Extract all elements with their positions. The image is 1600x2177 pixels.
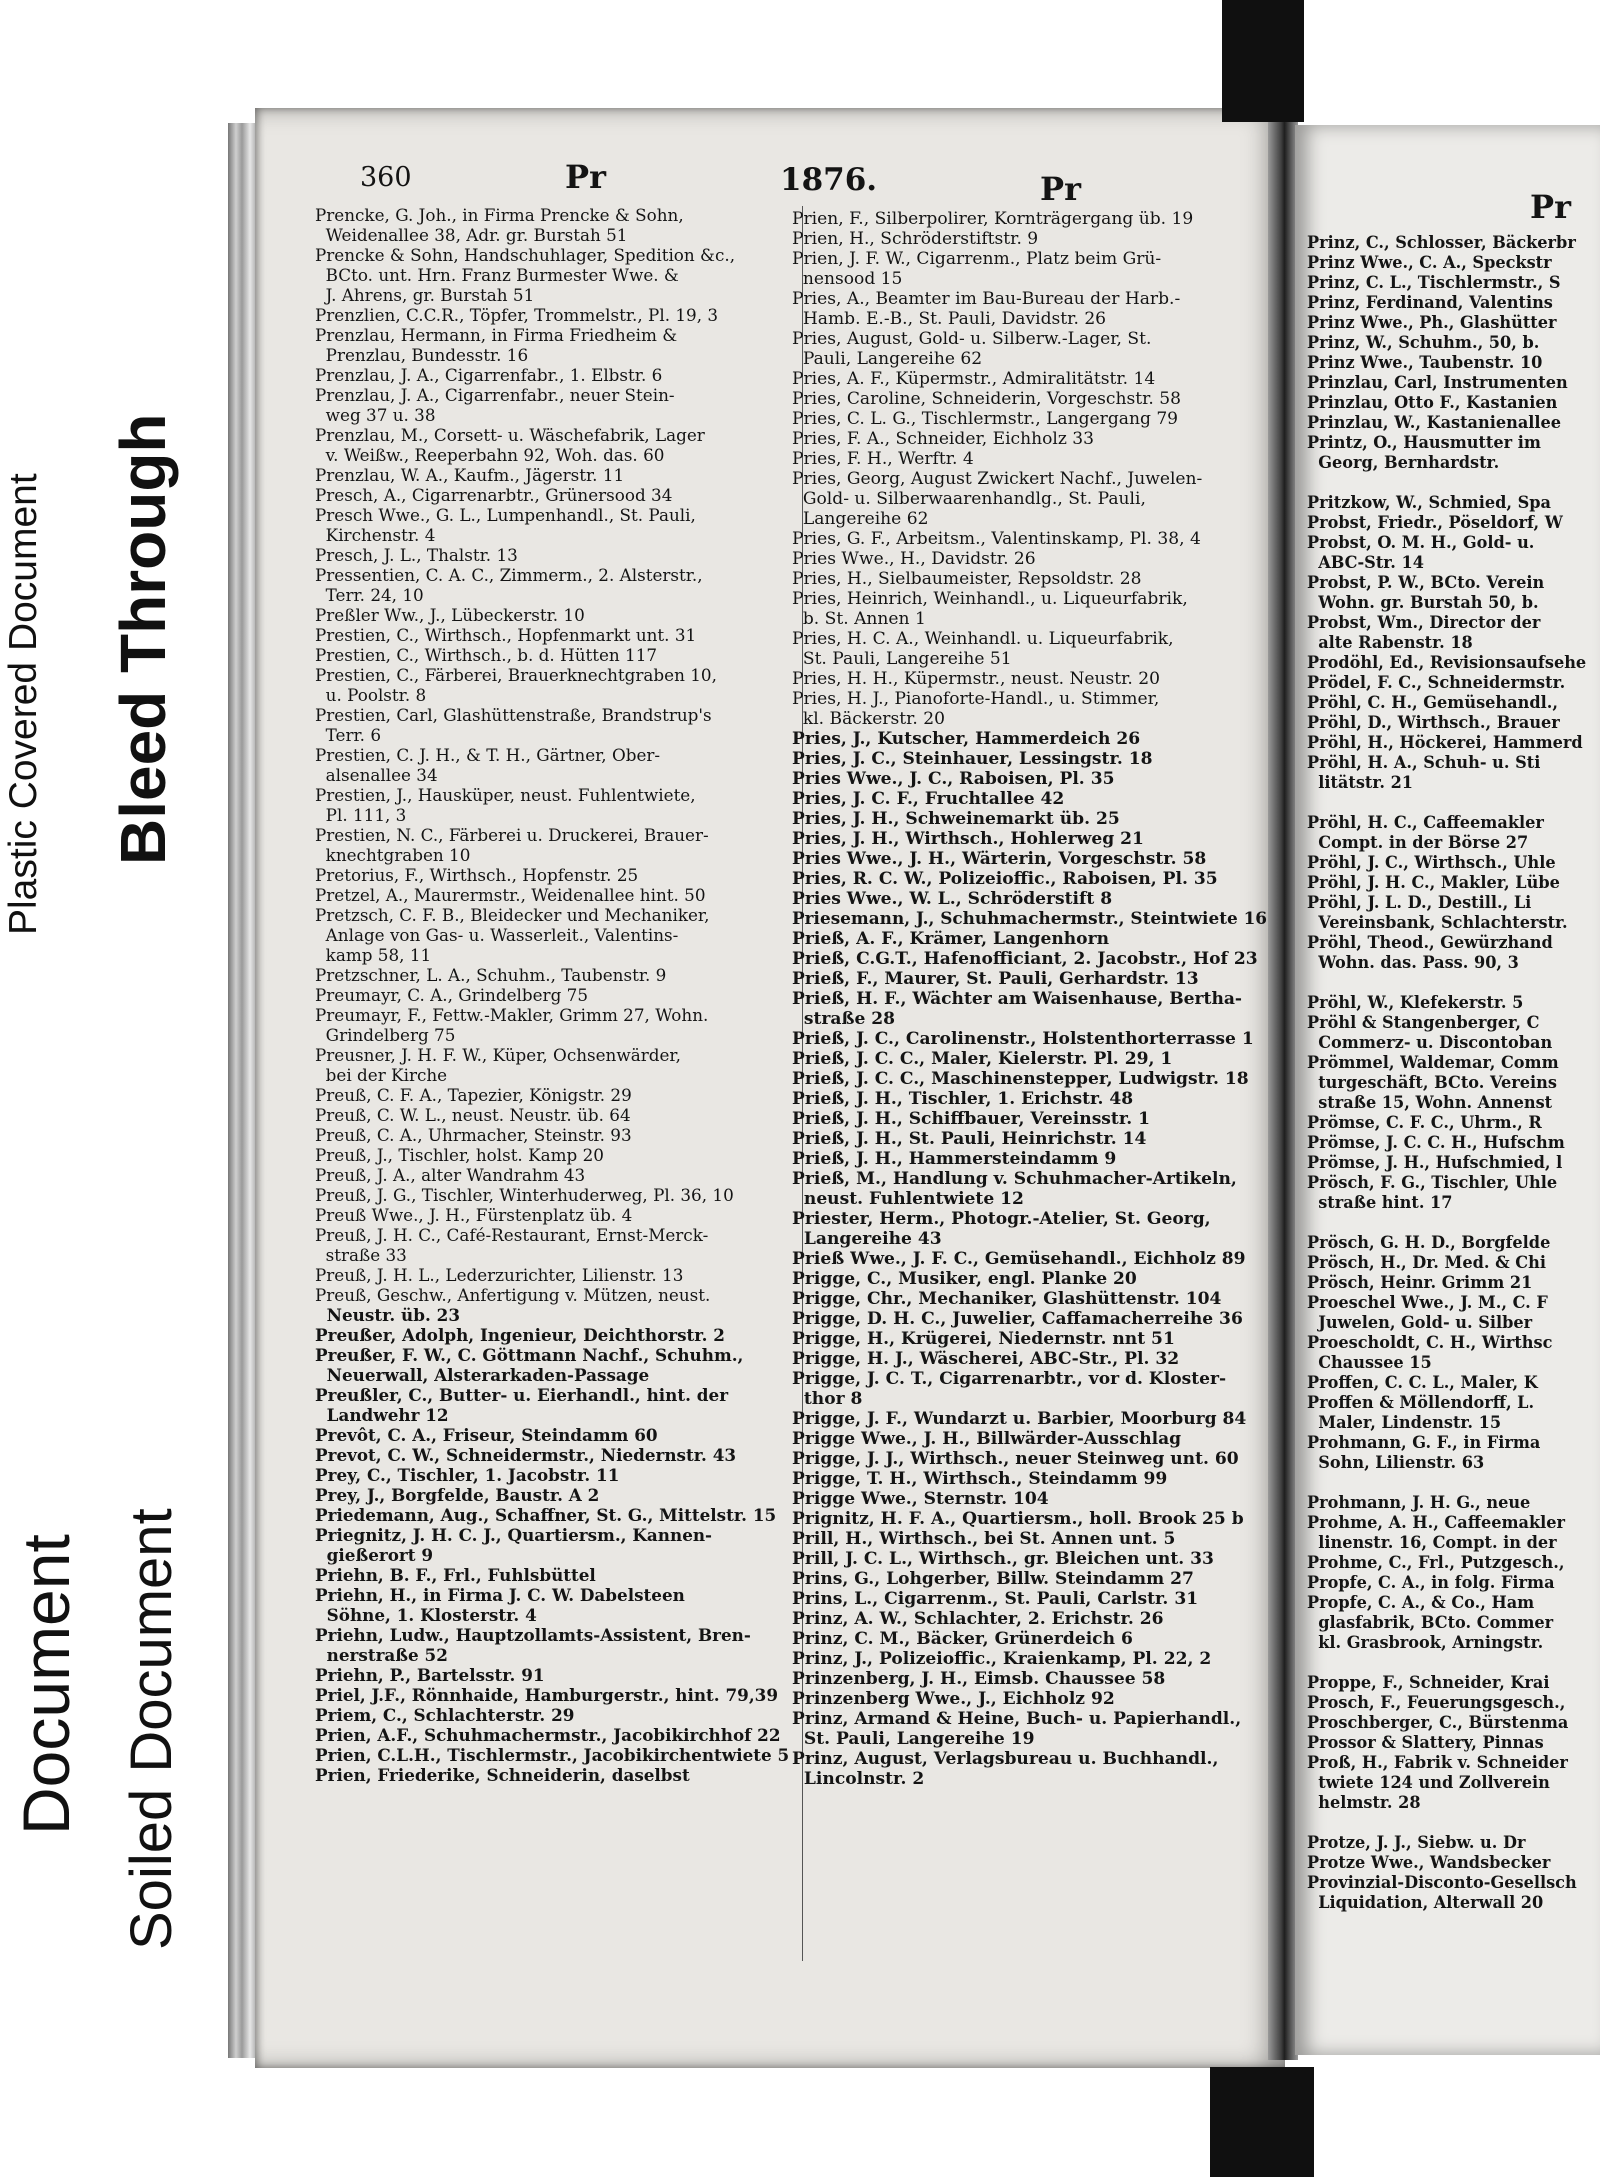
directory-entry: ABC-Str. 14 — [1307, 553, 1424, 573]
directory-entry: Prill, H., Wirthsch., bei St. Annen unt. 5 — [792, 1529, 1176, 1549]
directory-entry: Prien, Friederike, Schneiderin, daselbst — [315, 1766, 690, 1786]
directory-entry: Preußler, C., Butter- u. Eierhandl., hint. der — [315, 1386, 729, 1406]
directory-entry: Pretzsch, C. F. B., Bleidecker und Mechaniker, — [315, 906, 710, 926]
directory-entry: Proß, H., Fabrik v. Schneider — [1307, 1753, 1568, 1773]
directory-entry: Prinz, J., Polizeioffic., Kraienkamp, Pl. 22, 2 — [792, 1649, 1212, 1669]
middle-column — [792, 209, 1270, 1789]
directory-entry: twiete 124 und Zollverein — [1307, 1773, 1550, 1793]
directory-entry: Lincolnstr. 2 — [792, 1769, 925, 1789]
directory-entry: Proffen & Möllendorff, L. — [1307, 1393, 1535, 1413]
directory-entry: Pries Wwe., J. C., Raboisen, Pl. 35 — [792, 769, 1115, 789]
directory-entry: Landwehr 12 — [315, 1406, 449, 1426]
directory-entry — [1307, 1653, 1600, 1673]
directory-entry: Pritzkow, W., Schmied, Spa — [1307, 493, 1551, 513]
directory-entry: Pries, A. F., Küpermstr., Admiralitätstr. 14 — [792, 369, 1156, 389]
directory-entry: Prinz, Armand & Heine, Buch- u. Papierhandl., — [792, 1709, 1242, 1729]
directory-entry: Prieß, J. H., Tischler, 1. Erichstr. 48 — [792, 1089, 1134, 1109]
directory-entry: Prien, H., Schröderstiftstr. 9 — [792, 229, 1039, 249]
directory-entry: Pries Wwe., W. L., Schröderstift 8 — [792, 889, 1113, 909]
directory-entry: Prömmel, Waldemar, Comm — [1307, 1053, 1559, 1073]
directory-entry: Pretorius, F., Wirthsch., Hopfenstr. 25 — [315, 866, 639, 886]
directory-entry: Pröhl, C. H., Gemüsehandl., — [1307, 693, 1558, 713]
directory-entry: Prösch, F. G., Tischler, Uhle — [1307, 1173, 1558, 1193]
directory-entry: Preuß, J. A., alter Wandrahm 43 — [315, 1166, 586, 1186]
directory-entry: Neustr. üb. 23 — [315, 1306, 461, 1326]
directory-entry: Gold- u. Silberwaarenhandlg., St. Pauli, — [792, 489, 1146, 509]
directory-entry: Prinzlau, Otto F., Kastanien — [1307, 393, 1558, 413]
directory-entry: Pries, J. C., Steinhauer, Lessingstr. 18 — [792, 749, 1153, 769]
directory-entry: Pries, J. C. F., Fruchtallee 42 — [792, 789, 1065, 809]
directory-entry: Hamb. E.-B., St. Pauli, Davidstr. 26 — [792, 309, 1107, 329]
directory-entry: Vereinsbank, Schlachterstr. — [1307, 913, 1568, 933]
directory-entry: Priegnitz, J. H. C. J., Quartiersm., Kannen- — [315, 1526, 713, 1546]
directory-entry: Prevôt, C. A., Friseur, Steindamm 60 — [315, 1426, 658, 1446]
directory-entry: Pries, C. L. G., Tischlermstr., Langergang 79 — [792, 409, 1179, 429]
directory-entry: Pries, J., Kutscher, Hammerdeich 26 — [792, 729, 1141, 749]
directory-entry: kamp 58, 11 — [315, 946, 432, 966]
directory-entry: Pries, Heinrich, Weinhandl., u. Liqueurfabrik, — [792, 589, 1188, 609]
directory-entry: Preumayr, F., Fettw.-Makler, Grimm 27, Wohn. — [315, 1006, 709, 1026]
directory-entry: Proeschel Wwe., J. M., C. F — [1307, 1293, 1548, 1313]
directory-entry: Prinz Wwe., Taubenstr. 10 — [1307, 353, 1543, 373]
directory-entry: Prigge, C., Musiker, engl. Planke 20 — [792, 1269, 1137, 1289]
directory-entry: Prevot, C. W., Schneidermstr., Niedernstr. 43 — [315, 1446, 737, 1466]
directory-entry: Priem, C., Schlachterstr. 29 — [315, 1706, 575, 1726]
directory-entry: Prosch, F., Feuerungsgesch., — [1307, 1693, 1566, 1713]
directory-entry: Prohme, A. H., Caffeemakler — [1307, 1513, 1566, 1533]
directory-entry: Prill, J. C. L., Wirthsch., gr. Bleichen unt. 33 — [792, 1549, 1214, 1569]
directory-entry: Prien, A.F., Schuhmachermstr., Jacobikirchhof 22 — [315, 1726, 781, 1746]
directory-entry: Priehn, P., Bartelsstr. 91 — [315, 1666, 545, 1686]
top-clip — [1222, 0, 1304, 122]
directory-entry: Prieß, J. C., Carolinenstr., Holstenthorterrasse 1 — [792, 1029, 1254, 1049]
directory-entry: Pries, J. H., Schweinemarkt üb. 25 — [792, 809, 1120, 829]
directory-entry: Prinz, Ferdinand, Valentins — [1307, 293, 1553, 313]
directory-entry: straße hint. 17 — [1307, 1193, 1453, 1213]
directory-entry: kl. Bäckerstr. 20 — [792, 709, 946, 729]
directory-entry: Proffen, C. C. L., Maler, K — [1307, 1373, 1538, 1393]
directory-entry: Pries, Caroline, Schneiderin, Vorgeschstr. 58 — [792, 389, 1182, 409]
directory-entry: Prestien, N. C., Färberei u. Druckerei, Brauer- — [315, 826, 709, 846]
directory-entry: Terr. 24, 10 — [315, 586, 424, 606]
directory-entry: Pröhl, D., Wirthsch., Brauer — [1307, 713, 1560, 733]
side-label-bleed-through: Bleed Through — [107, 413, 179, 865]
directory-entry: alte Rabenstr. 18 — [1307, 633, 1473, 653]
directory-entry: Prohmann, G. F., in Firma — [1307, 1433, 1541, 1453]
directory-entry: gießerort 9 — [315, 1546, 434, 1566]
directory-entry: Prieß, J. C. C., Maler, Kielerstr. Pl. 29, 1 — [792, 1049, 1173, 1069]
directory-entry: Prinzlau, W., Kastanienallee — [1307, 413, 1562, 433]
directory-entry: Priesemann, J., Schuhmachermstr., Steintwiete 16 — [792, 909, 1268, 929]
directory-entry: Prestien, J., Hausküper, neust. Fuhlentwiete, — [315, 786, 696, 806]
running-head-mid: Pr — [1040, 170, 1081, 208]
directory-entry: Prossor & Slattery, Pinnas — [1307, 1733, 1544, 1753]
directory-entry: Propfe, C. A., in folg. Firma — [1307, 1573, 1555, 1593]
directory-entry: Pröhl, H. A., Schuh- u. Sti — [1307, 753, 1541, 773]
directory-entry: Pröhl, H. C., Caffeemakler — [1307, 813, 1544, 833]
directory-entry: straße 28 — [792, 1009, 896, 1029]
directory-entry: Prigge, T. H., Wirthsch., Steindamm 99 — [792, 1469, 1168, 1489]
directory-entry: Prigge, H., Krügerei, Niedernstr. nnt 51 — [792, 1329, 1175, 1349]
directory-entry: kl. Grasbrook, Arningstr. — [1307, 1633, 1544, 1653]
directory-entry: straße 15, Wohn. Annenst — [1307, 1093, 1553, 1113]
directory-entry: Pries, F. A., Schneider, Eichholz 33 — [792, 429, 1095, 449]
directory-entry: Preuß, Geschw., Anfertigung v. Mützen, neust. — [315, 1286, 711, 1306]
directory-entry: Pröhl, W., Klefekerstr. 5 — [1307, 993, 1524, 1013]
directory-entry: knechtgraben 10 — [315, 846, 471, 866]
directory-entry: St. Pauli, Langereihe 51 — [792, 649, 1012, 669]
directory-entry: Probst, P. W., BCto. Verein — [1307, 573, 1545, 593]
directory-entry: Prinz, C. M., Bäcker, Grünerdeich 6 — [792, 1629, 1133, 1649]
directory-entry: straße 33 — [315, 1246, 407, 1266]
directory-entry: Kirchenstr. 4 — [315, 526, 436, 546]
directory-entry: Pressentien, C. A. C., Zimmerm., 2. Alsterstr., — [315, 566, 703, 586]
directory-entry: litätstr. 21 — [1307, 773, 1414, 793]
directory-entry: Pröhl, H., Höckerei, Hammerd — [1307, 733, 1583, 753]
directory-entry: Prignitz, H. F. A., Quartiersm., holl. Brook 25 b — [792, 1509, 1244, 1529]
directory-entry: Prinz Wwe., C. A., Speckstr — [1307, 253, 1552, 273]
directory-entry: Prinz, W., Schuhm., 50, b. — [1307, 333, 1540, 353]
directory-entry: b. St. Annen 1 — [792, 609, 926, 629]
directory-entry: Prey, C., Tischler, 1. Jacobstr. 11 — [315, 1466, 620, 1486]
directory-entry: Pröhl, J. C., Wirthsch., Uhle — [1307, 853, 1556, 873]
directory-entry: linenstr. 16, Compt. in der — [1307, 1533, 1557, 1553]
directory-entry: Prenzlien, C.C.R., Töpfer, Trommelstr., Pl. 19, 3 — [315, 306, 719, 326]
directory-entry: Priedemann, Aug., Schaffner, St. G., Mittelstr. 15 — [315, 1506, 777, 1526]
directory-entry: Maler, Lindenstr. 15 — [1307, 1413, 1502, 1433]
directory-entry: Prestien, C., Färberei, Brauerknechtgraben 10, — [315, 666, 717, 686]
directory-entry: Prencke, G. Joh., in Firma Prencke & Sohn, — [315, 206, 684, 226]
directory-entry: Prenzlau, J. A., Cigarrenfabr., neuer Stein- — [315, 386, 675, 406]
directory-entry: Pl. 111, 3 — [315, 806, 407, 826]
directory-entry: Anlage von Gas- u. Wasserleit., Valentins- — [315, 926, 679, 946]
directory-entry: Prösch, Heinr. Grimm 21 — [1307, 1273, 1533, 1293]
directory-entry: Pröhl, J. L. D., Destill., Li — [1307, 893, 1532, 913]
directory-entry: Prenzlau, J. A., Cigarrenfabr., 1. Elbstr. 6 — [315, 366, 663, 386]
directory-entry: Prigge Wwe., J. H., Billwärder-Ausschlag — [792, 1429, 1182, 1449]
directory-entry: Prodöhl, Ed., Revisionsaufsehe — [1307, 653, 1587, 673]
directory-entry — [1307, 1473, 1600, 1493]
directory-entry: Preßler Ww., J., Lübeckerstr. 10 — [315, 606, 585, 626]
directory-entry: Prieß, F., Maurer, St. Pauli, Gerhardstr. 13 — [792, 969, 1199, 989]
year-heading: 1876. — [780, 162, 878, 198]
directory-entry: Pries, J. H., Wirthsch., Hohlerweg 21 — [792, 829, 1144, 849]
directory-entry: Prömse, C. F. C., Uhrm., R — [1307, 1113, 1542, 1133]
directory-entry: Langereihe 43 — [792, 1229, 942, 1249]
directory-entry: helmstr. 28 — [1307, 1793, 1421, 1813]
directory-entry: Prömse, J. H., Hufschmied, l — [1307, 1153, 1563, 1173]
directory-entry: Söhne, 1. Klosterstr. 4 — [315, 1606, 537, 1626]
directory-entry: Prigge, J. F., Wundarzt u. Barbier, Moorburg 84 — [792, 1409, 1247, 1429]
directory-entry: Prohmann, J. H. G., neue — [1307, 1493, 1531, 1513]
side-label-soiled-document: Soiled Document — [119, 1508, 184, 1950]
directory-entry: Pauli, Langereihe 62 — [792, 349, 983, 369]
directory-entry: Prieß, H. F., Wächter am Waisenhause, Bertha- — [792, 989, 1243, 1009]
directory-entry: Prins, L., Cigarrenm., St. Pauli, Carlstr. 31 — [792, 1589, 1199, 1609]
directory-entry: Proppe, F., Schneider, Krai — [1307, 1673, 1550, 1693]
directory-entry: Prödel, F. C., Schneidermstr. — [1307, 673, 1566, 693]
directory-entry: v. Weißw., Reeperbahn 92, Woh. das. 60 — [315, 446, 665, 466]
directory-entry: Proschberger, C., Bürstenma — [1307, 1713, 1569, 1733]
directory-entry: Prins, G., Lohgerber, Billw. Steindamm 27 — [792, 1569, 1194, 1589]
book-gutter — [1268, 110, 1298, 2060]
directory-entry: Pries, H. H., Küpermstr., neust. Neustr. 20 — [792, 669, 1161, 689]
directory-entry: Preuß, J. H. C., Café-Restaurant, Ernst-Merck- — [315, 1226, 709, 1246]
directory-entry: Provinzial-Disconto-Gesellsch — [1307, 1873, 1577, 1893]
directory-entry: turgeschäft, BCto. Vereins — [1307, 1073, 1557, 1093]
directory-entry: Preuß, C. A., Uhrmacher, Steinstr. 93 — [315, 1126, 632, 1146]
directory-entry: Prösch, G. H. D., Borgfelde — [1307, 1233, 1551, 1253]
directory-entry: Prigge, H. J., Wäscherei, ABC-Str., Pl. 32 — [792, 1349, 1180, 1369]
directory-entry: Prieß, A. F., Krämer, Langenhorn — [792, 929, 1109, 949]
directory-entry: glasfabrik, BCto. Commer — [1307, 1613, 1554, 1633]
directory-entry: Prieß, J. H., Schiffbauer, Vereinsstr. 1 — [792, 1109, 1151, 1129]
directory-entry: Prigge, Chr., Mechaniker, Glashüttenstr. 104 — [792, 1289, 1222, 1309]
directory-entry: Preußer, F. W., C. Göttmann Nachf., Schuhm., — [315, 1346, 744, 1366]
right-page — [1295, 125, 1600, 2055]
directory-entry: Terr. 6 — [315, 726, 382, 746]
directory-entry: Pries Wwe., J. H., Wärterin, Vorgeschstr. 58 — [792, 849, 1207, 869]
directory-entry: Prinz Wwe., Ph., Glashütter — [1307, 313, 1557, 333]
directory-entry: Prinz, C. L., Tischlermstr., S — [1307, 273, 1561, 293]
directory-entry: Prien, F., Silberpolirer, Kornträgergang üb. 19 — [792, 209, 1194, 229]
directory-entry: Preuß Wwe., J. H., Fürstenplatz üb. 4 — [315, 1206, 633, 1226]
directory-entry: Prestien, C. J. H., & T. H., Gärtner, Ober- — [315, 746, 661, 766]
side-label-plastic-covered: Plastic Covered Document — [2, 473, 45, 935]
directory-entry: Pröhl, Theod., Gewürzhand — [1307, 933, 1553, 953]
directory-entry: Prieß Wwe., J. F. C., Gemüsehandl., Eichholz 89 — [792, 1249, 1246, 1269]
directory-entry: Prieß, J. H., Hammersteindamm 9 — [792, 1149, 1117, 1169]
directory-entry: Pries, F. H., Werftr. 4 — [792, 449, 974, 469]
directory-entry: Prenzlau, W. A., Kaufm., Jägerstr. 11 — [315, 466, 625, 486]
directory-entry: Probst, Wm., Director der — [1307, 613, 1541, 633]
directory-entry: Priehn, Ludw., Hauptzollamts-Assistent, Bren- — [315, 1626, 751, 1646]
directory-entry: alsenallee 34 — [315, 766, 438, 786]
directory-entry: Prösch, H., Dr. Med. & Chi — [1307, 1253, 1546, 1273]
directory-entry: Priehn, H., in Firma J. C. W. Dabelsteen — [315, 1586, 685, 1606]
directory-entry: Pretzschner, L. A., Schuhm., Taubenstr. 9 — [315, 966, 667, 986]
directory-entry: Commerz- u. Discontoban — [1307, 1033, 1553, 1053]
directory-entry: Pries, G. F., Arbeitsm., Valentinskamp, Pl. 38, 4 — [792, 529, 1201, 549]
directory-entry: Prieß, J. C. C., Maschinensteppеr, Ludwigstr. 18 — [792, 1069, 1249, 1089]
directory-entry — [1307, 1213, 1600, 1233]
directory-entry: nerstraße 52 — [315, 1646, 448, 1666]
page-number: 360 — [360, 162, 412, 193]
directory-entry: Pries Wwe., H., Davidstr. 26 — [792, 549, 1036, 569]
directory-entry — [1307, 793, 1600, 813]
directory-entry: Prigge, J. C. T., Cigarrenarbtr., vor d. Kloster- — [792, 1369, 1227, 1389]
directory-entry: Presch, J. L., Thalstr. 13 — [315, 546, 518, 566]
directory-entry: Prinz, August, Verlagsbureau u. Buchhandl., — [792, 1749, 1219, 1769]
directory-entry: Preuß, J. G., Tischler, Winterhuderweg, Pl. 36, 10 — [315, 1186, 734, 1206]
directory-entry: Preuß, J., Tischler, holst. Kamp 20 — [315, 1146, 604, 1166]
directory-entry: Wohn. das. Pass. 90, 3 — [1307, 953, 1519, 973]
left-column — [315, 206, 805, 1786]
directory-entry: Probst, Friedr., Pöseldorf, W — [1307, 513, 1563, 533]
directory-entry: Prenzlau, M., Corsett- u. Wäschefabrik, Lager — [315, 426, 705, 446]
directory-entry: Prohme, C., Frl., Putzgesch., — [1307, 1553, 1565, 1573]
directory-entry: Prestien, Carl, Glashüttenstraße, Brandstrup's — [315, 706, 712, 726]
directory-entry: Prestien, C., Wirthsch., b. d. Hütten 117 — [315, 646, 658, 666]
directory-entry: Prien, C.L.H., Tischlermstr., Jacobikirchentwiete 5 — [315, 1746, 790, 1766]
directory-entry: Compt. in der Börse 27 — [1307, 833, 1529, 853]
directory-entry: Langereihe 62 — [792, 509, 929, 529]
directory-entry: Pries, A., Beamter im Bau-Bureau der Harb.- — [792, 289, 1181, 309]
directory-entry: Preußer, Adolph, Ingenieur, Deichthorstr. 2 — [315, 1326, 725, 1346]
directory-entry: Pries, H., Sielbaumeister, Repsoldstr. 28 — [792, 569, 1142, 589]
directory-entry: nensood 15 — [792, 269, 903, 289]
directory-entry: Prigge Wwe., Sternstr. 104 — [792, 1489, 1049, 1509]
directory-entry: Prieß, C.G.T., Hafenofficiant, 2. Jacobstr., Hof 23 — [792, 949, 1258, 969]
directory-entry: Priester, Herm., Photogr.-Atelier, St. Georg, — [792, 1209, 1211, 1229]
directory-entry: Prenzlau, Bundesstr. 16 — [315, 346, 529, 366]
directory-entry: Prinzenberg Wwe., J., Eichholz 92 — [792, 1689, 1115, 1709]
bottom-clip — [1210, 2067, 1314, 2177]
right-column — [1307, 233, 1600, 1913]
directory-entry: Georg, Bernhardstr. — [1307, 453, 1500, 473]
directory-entry: Proescholdt, C. H., Wirthsc — [1307, 1333, 1553, 1353]
directory-entry: Presch, A., Cigarrenarbtr., Grünersood 34 — [315, 486, 673, 506]
directory-entry: u. Poolstr. 8 — [315, 686, 427, 706]
directory-entry: bei der Kirche — [315, 1066, 448, 1086]
directory-entry: J. Ahrens, gr. Burstah 51 — [315, 286, 535, 306]
directory-entry — [1307, 973, 1600, 993]
directory-entry: Protze, J. J., Siebw. u. Dr — [1307, 1833, 1526, 1853]
directory-entry: Pries, H. C. A., Weinhandl. u. Liqueurfabrik, — [792, 629, 1174, 649]
directory-entry — [1307, 1813, 1600, 1833]
directory-entry: Pries, R. C. W., Polizeioffic., Raboisen, Pl. 35 — [792, 869, 1218, 889]
directory-entry: Prigge, J. J., Wirthsch., neuer Steinweg unt. 60 — [792, 1449, 1239, 1469]
directory-entry: Prinz, A. W., Schlachter, 2. Erichstr. 26 — [792, 1609, 1164, 1629]
directory-entry: Prey, J., Borgfelde, Baustr. A 2 — [315, 1486, 600, 1506]
directory-entry: Prieß, M., Handlung v. Schuhmacher-Artikeln, — [792, 1169, 1237, 1189]
directory-entry: Prenzlau, Hermann, in Firma Friedheim & — [315, 326, 678, 346]
directory-entry: Preumayr, C. A., Grindelberg 75 — [315, 986, 589, 1006]
directory-entry: Prinzlau, Carl, Instrumenten — [1307, 373, 1568, 393]
directory-entry: Prinzenberg, J. H., Eimsb. Chaussee 58 — [792, 1669, 1166, 1689]
directory-entry: Neuerwall, Alsterarkaden-Passage — [315, 1366, 650, 1386]
directory-entry: Prömse, J. C. C. H., Hufschm — [1307, 1133, 1565, 1153]
directory-entry: Pröhl & Stangenberger, C — [1307, 1013, 1540, 1033]
directory-entry: Wohn. gr. Burstah 50, b. — [1307, 593, 1539, 613]
directory-entry: Chaussee 15 — [1307, 1353, 1432, 1373]
side-label-document: Document — [9, 1534, 83, 1835]
directory-entry: Pries, H. J., Pianoforte-Handl., u. Stimmer, — [792, 689, 1160, 709]
directory-entry: weg 37 u. 38 — [315, 406, 436, 426]
directory-entry: Prestien, C., Wirthsch., Hopfenmarkt unt. 31 — [315, 626, 697, 646]
directory-entry: Grindelberg 75 — [315, 1026, 456, 1046]
directory-entry: Pröhl, J. H. C., Makler, Lübe — [1307, 873, 1560, 893]
directory-entry: Prencke & Sohn, Handschuhlager, Spedition &c., — [315, 246, 736, 266]
directory-entry: Priel, J.F., Rönnhaide, Hamburgerstr., hint. 79,39 — [315, 1686, 779, 1706]
directory-entry — [1307, 473, 1600, 493]
directory-entry: Prieß, J. H., St. Pauli, Heinrichstr. 14 — [792, 1129, 1147, 1149]
directory-entry: Preusner, J. H. F. W., Küper, Ochsenwärder, — [315, 1046, 681, 1066]
directory-entry: Prien, J. F. W., Cigarrenm., Platz beim Grü- — [792, 249, 1162, 269]
directory-entry: Pries, August, Gold- u. Silberw.-Lager, St. — [792, 329, 1152, 349]
directory-entry: Sohn, Lilienstr. 63 — [1307, 1453, 1485, 1473]
directory-entry: Prigge, D. H. C., Juwelier, Caffamacherreihe 36 — [792, 1309, 1243, 1329]
directory-entry: BCto. unt. Hrn. Franz Burmester Wwe. & — [315, 266, 679, 286]
directory-entry: St. Pauli, Langereihe 19 — [792, 1729, 1035, 1749]
directory-entry: Pries, Georg, August Zwickert Nachf., Juwelen- — [792, 469, 1203, 489]
directory-entry: Prinz, C., Schlosser, Bäckerbr — [1307, 233, 1576, 253]
directory-entry: Presch Wwe., G. L., Lumpenhandl., St. Pauli, — [315, 506, 696, 526]
directory-entry: Printz, O., Hausmutter im — [1307, 433, 1541, 453]
directory-entry: thor 8 — [792, 1389, 863, 1409]
directory-entry: Propfe, C. A., & Co., Ham — [1307, 1593, 1535, 1613]
directory-entry: Preuß, C. F. A., Tapezier, Königstr. 29 — [315, 1086, 632, 1106]
directory-entry: Preuß, C. W. L., neust. Neustr. üb. 64 — [315, 1106, 631, 1126]
running-head-right: Pr — [1530, 188, 1571, 226]
directory-entry: Probst, O. M. H., Gold- u. — [1307, 533, 1535, 553]
directory-entry: Protze Wwe., Wandsbecker — [1307, 1853, 1551, 1873]
directory-entry: Pretzel, A., Maurermstr., Weidenallee hint. 50 — [315, 886, 706, 906]
directory-entry: Priehn, B. F., Frl., Fuhlsbüttel — [315, 1566, 596, 1586]
directory-entry: Liquidation, Alterwall 20 — [1307, 1893, 1544, 1913]
directory-entry: neust. Fuhlentwiete 12 — [792, 1189, 1024, 1209]
directory-entry: Preuß, J. H. L., Lederzurichter, Lilienstr. 13 — [315, 1266, 684, 1286]
directory-entry: Weidenallee 38, Adr. gr. Burstah 51 — [315, 226, 628, 246]
directory-entry: Juwelen, Gold- u. Silber — [1307, 1313, 1533, 1333]
running-head-left: Pr — [565, 158, 606, 196]
